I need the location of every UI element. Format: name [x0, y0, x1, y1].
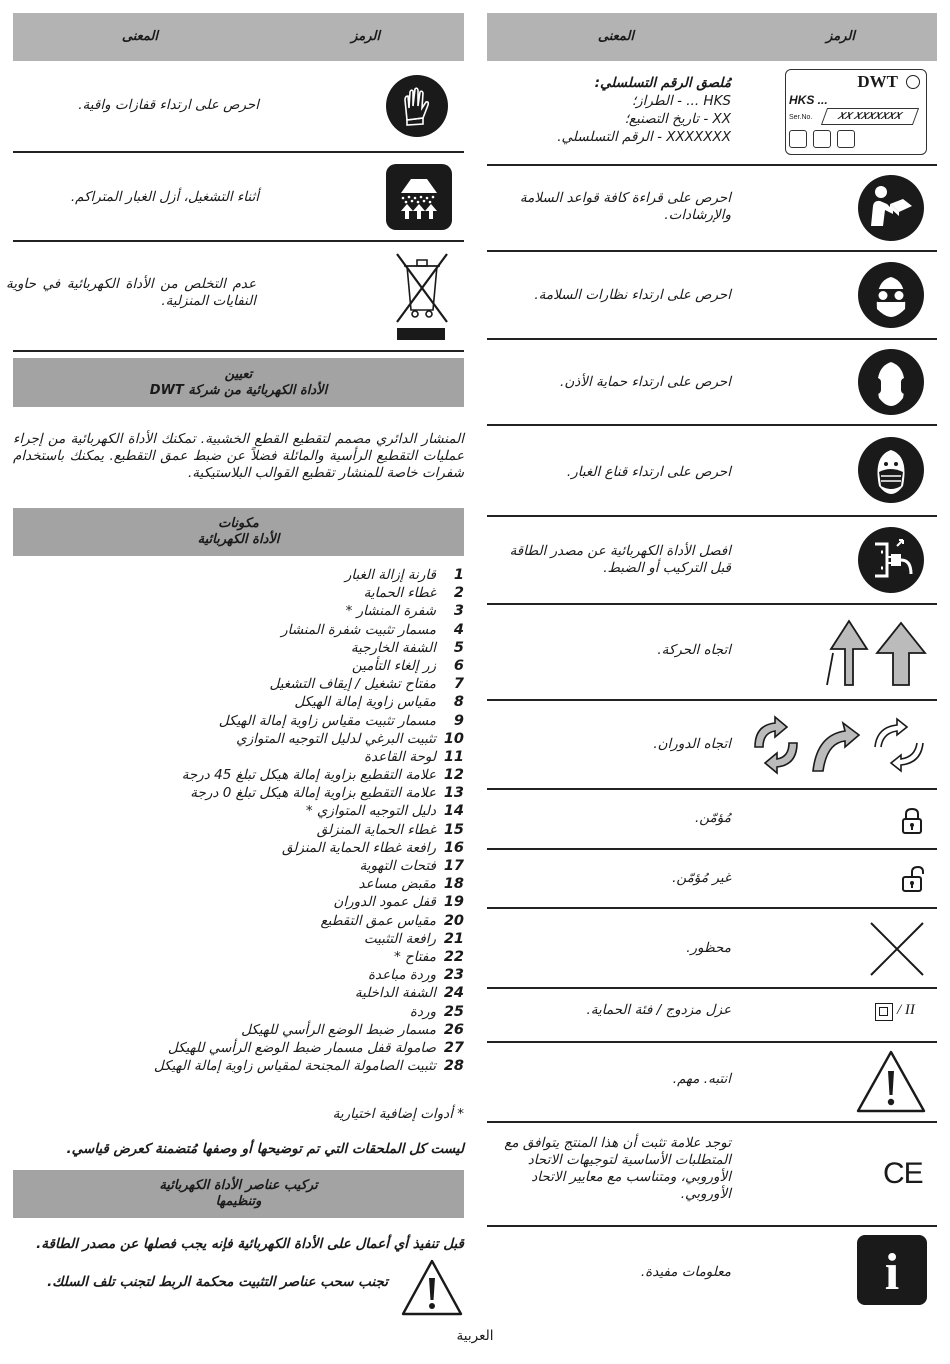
left-table-header	[13, 13, 464, 61]
right-row-prohibited	[487, 909, 937, 989]
left-row-weee	[6, 242, 464, 352]
safety-goggles-icon	[857, 261, 925, 329]
unlocked-text: غير مُؤمّن.	[672, 870, 731, 886]
list-item: 23 وردة مباعدة	[367, 967, 464, 984]
right-row-movement	[487, 605, 937, 701]
right-row-locked	[487, 790, 937, 850]
serial-box-3	[837, 130, 855, 148]
list-item: 11 لوحة القاعدة	[364, 748, 464, 765]
list-item: 2 غطاء الحماية	[363, 585, 464, 602]
right-row-mask	[487, 426, 937, 517]
warning-triangle-icon	[855, 1049, 927, 1115]
unplug-text: افصل الأداة الكهربائية عن مصدر الطاقة قبل التركيب أو الضبط.	[509, 543, 731, 576]
list-item: 15 غطاء الحماية المنزلق	[316, 821, 464, 838]
double-insulation-icon	[875, 1003, 893, 1021]
serial-box-1	[789, 130, 807, 148]
serial-no-value: XX XXXXXXX	[821, 108, 919, 125]
list-item: 1 قارنة إزالة الغبار	[344, 567, 464, 583]
components-header	[13, 508, 464, 556]
right-row-serial	[487, 61, 937, 166]
right-row-info	[487, 1227, 937, 1319]
info-text: معلومات مفيدة.	[640, 1264, 731, 1280]
prohibited-cross-icon	[867, 919, 927, 979]
ear-text: احرص على ارتداء حماية الأذن.	[560, 374, 731, 390]
list-item: 25 وردة	[409, 1003, 464, 1020]
serial-title: مُلصق الرقم التسلسلي:	[594, 75, 731, 91]
components-list	[24, 566, 464, 1075]
protection-class-symbol: / II	[897, 1002, 915, 1018]
right-row-ce	[487, 1123, 937, 1227]
list-item: 13 علامة التقطيع بزاوية إمالة هيكل تبلغ 0 درجة	[190, 785, 464, 802]
list-item: 20 مقياس عمق التقطيع	[320, 912, 464, 929]
designation-header	[13, 358, 464, 407]
list-item: 10 تثبيت البرغي لدليل التوجيه المتوازي	[236, 730, 464, 747]
list-item: 7 مفتاح تشغيل / إيقاف التشغيل	[269, 676, 464, 693]
list-item: 22 مفتاح *	[393, 948, 464, 965]
assembly-warning: قبل تنفيذ أي أعمال على الأداة الكهربائية فإنه يجب فصلها عن مصدر الطاقة.	[36, 1236, 464, 1252]
unplug-icon	[857, 526, 925, 594]
right-row-rotation	[487, 701, 937, 790]
right-row-insulation	[487, 989, 937, 1043]
serial-box-2	[813, 130, 831, 148]
read-manual-icon	[857, 174, 925, 242]
optional-note: * أدوات إضافية اختيارية	[332, 1106, 464, 1122]
serial-brand: DWT	[857, 72, 898, 91]
list-item: 26 مسمار ضبط الوضع الرأسي للهيكل	[241, 1021, 464, 1038]
dust-extraction-icon	[385, 163, 453, 231]
mask-text: احرص على ارتداء قناع الغبار.	[566, 464, 731, 480]
registered-icon	[906, 75, 920, 89]
serial-line1: HKS ... - الطراز؛	[631, 93, 731, 109]
rotation-text: اتجاه الدوران.	[653, 736, 731, 752]
list-item: 17 فتحات التهوية	[359, 858, 464, 874]
left-header-meaning: المعنى	[121, 29, 158, 44]
warning-triangle-icon	[400, 1258, 464, 1318]
movement-direction-icon	[817, 613, 929, 693]
serial-line3: XXXXXXX - الرقم التسلسلي.	[557, 129, 731, 145]
list-item: 24 الشفة الداخلية	[354, 985, 464, 1002]
locked-text: مُؤمّن.	[694, 810, 731, 826]
info-icon: i	[857, 1235, 927, 1305]
designation-body: المنشار الدائري مصمم لتقطيع القطع الخشبية. تمكنك الأداة الكهربائية من إجراء عمليات التقطيع الرأسية والمائلة فضلاً عن ضبط عمق التقطيع. يمكنك باستخدام شفرات خاصة للمنشار تقطيع القوالب البلاستيكية.	[13, 431, 464, 481]
assembly-warning-sign	[400, 1258, 464, 1318]
ce-text: توجد علامة تثبت أن هذا المنتج يتوافق مع المتطلبات الأساسية لتوجيهات الاتحاد الأوروبي، ومتناسب مع معايير الاتحاد الأوروبي.	[504, 1135, 731, 1202]
assembly-title1: تركيب عناصر الأداة الكهربائية	[159, 1178, 318, 1193]
components-title1: مكونات	[218, 516, 259, 531]
read-manual-text: احرص على قراءة كافة قواعد السلامة والإرشادات.	[519, 190, 731, 223]
serial-model: HKS ...	[789, 93, 828, 107]
right-table-header	[487, 13, 937, 61]
rotation-direction-icon	[745, 713, 931, 777]
list-item: 21 رافعة التثبيت	[363, 930, 464, 947]
locked-padlock-icon	[901, 807, 923, 835]
components-title2: الأداة الكهربائية	[197, 532, 280, 547]
right-row-unlocked	[487, 850, 937, 909]
left-row-weee-text: عدم التخلص من الأداة الكهربائية في حاوية النفايات المنزلية.	[6, 276, 256, 309]
list-item: 27 صامولة قفل مسمار ضبط الوضع الرأسي للهيكل	[167, 1039, 464, 1056]
assembly-title2: وتنظيمها	[215, 1194, 262, 1209]
list-item: 12 علامة التقطيع بزاوية إمالة هيكل تبلغ 45 درجة	[181, 767, 464, 784]
left-header-symbol: الرمز	[351, 29, 380, 44]
dust-mask-icon	[857, 436, 925, 504]
goggles-text: احرص على ارتداء نظارات السلامة.	[534, 287, 731, 303]
left-row-dust-text: أثناء التشغيل، أزل الغبار المتراكم.	[70, 189, 259, 205]
list-item: 8 مقياس زاوية إمالة الهيكل	[294, 694, 464, 711]
list-item: 5 الشفة الخارجية	[350, 639, 464, 656]
designation-title1: تعيين	[224, 367, 253, 382]
list-item: 19 قفل عمود الدوران	[333, 894, 464, 911]
footer-language: العربية	[456, 1328, 494, 1344]
assembly-header	[13, 1170, 464, 1218]
movement-text: اتجاه الحركة.	[657, 642, 731, 658]
right-row-read-manual	[487, 166, 937, 252]
right-header-meaning: المعنى	[597, 29, 634, 44]
right-row-ear	[487, 340, 937, 426]
right-row-warning	[487, 1043, 937, 1123]
designation-title2: الأداة الكهربائية من شركة DWT	[149, 383, 328, 398]
list-item: 28 تثبيت الصامولة المجنحة لمقياس زاوية إمالة الهيكل	[153, 1058, 464, 1075]
right-row-goggles	[487, 252, 937, 340]
ear-protection-icon	[857, 348, 925, 416]
left-row-dust	[13, 153, 464, 242]
list-item: 6 زر إلغاء التأمين	[351, 657, 464, 674]
list-item: 14 دليل التوجيه المتوازي *	[305, 803, 464, 820]
unlocked-padlock-icon	[901, 865, 925, 893]
prohibited-text: محظور.	[686, 940, 731, 956]
list-item: 18 مقبض مساعد	[358, 876, 464, 893]
not-included-note: ليست كل الملحقات التي تم توضيحها أو وصفها مُتضمنة كعرض قياسي.	[66, 1141, 464, 1157]
insulation-text: عزل مزدوج / فئة الحماية.	[586, 1002, 731, 1018]
serial-no-label: Ser.No.	[789, 114, 813, 121]
list-item: 9 مسمار تثبيت مقياس زاوية إمالة الهيكل	[218, 712, 464, 729]
ce-mark-icon: CE	[883, 1157, 923, 1190]
assembly-caution: تجنب سحب عناصر التثبيت محكمة الربط لتجنب تلف السلك.	[47, 1274, 388, 1290]
serial-label-sticker	[785, 69, 927, 155]
list-item: 16 رافعة غطاء الحماية المنزلق	[282, 839, 464, 856]
serial-line2: XX - تاريخ التصنيع؛	[624, 111, 731, 127]
left-row-gloves	[13, 61, 464, 153]
right-row-unplug	[487, 517, 937, 605]
gloves-icon	[385, 74, 449, 138]
right-header-symbol: الرمز	[826, 29, 855, 44]
list-item: 4 مسمار تثبيت شفرة المنشار	[281, 621, 464, 638]
warning-text: انتبه. مهم.	[672, 1071, 731, 1087]
list-item: 3 شفرة المنشار *	[345, 603, 464, 620]
weee-crossed-bin-icon	[391, 248, 451, 344]
left-row-gloves-text: احرص على ارتداء قفازات واقية.	[78, 97, 259, 113]
